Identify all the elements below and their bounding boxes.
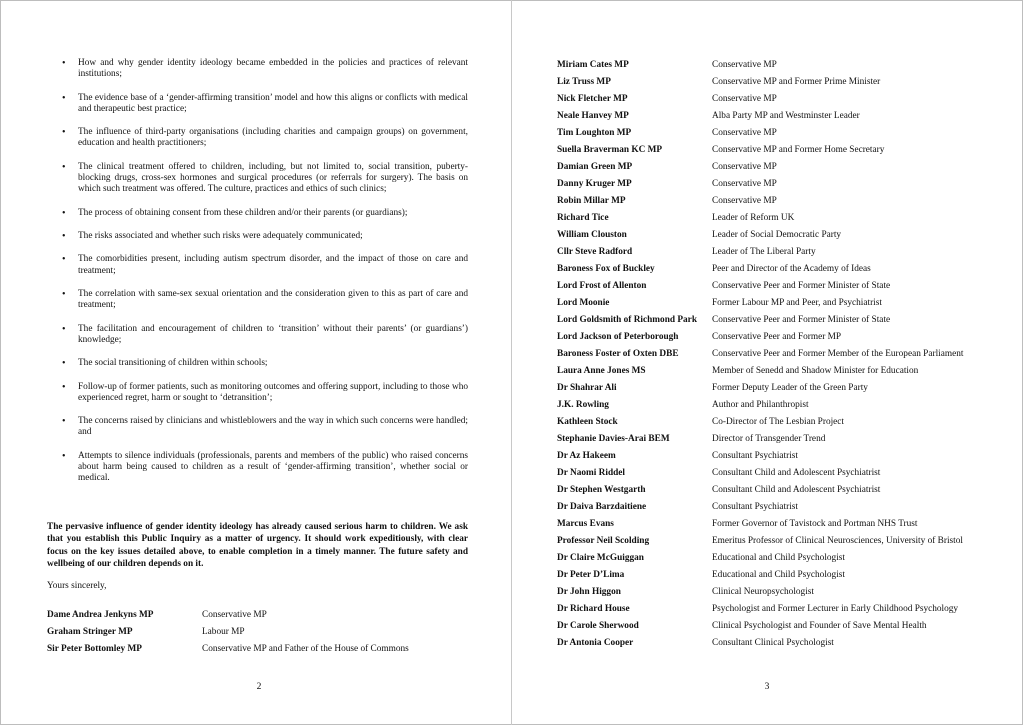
signatory-row (557, 230, 963, 247)
list-item: • The clinical treatment offered to children, including, but not limited to, social transition, puberty-blocking drugs, cross-sex hormones and surgical procedures (or referrals for surgery). The basis on which such treatment was offered. The culture, practices and ethics of such clinics; (60, 162, 468, 196)
signatory-role: Conservative MP (712, 196, 777, 206)
list-item: • The facilitation and encouragement of children to ‘transition’ without their parents’ (or guardians’) knowledge; (60, 324, 468, 346)
signatory-role: Conservative Peer and Former Minister of State (712, 281, 891, 291)
list-item: • The evidence base of a ‘gender-affirming transition’ model and how this aligns or conflicts with medical and therapeutic best practice; (60, 93, 468, 115)
signatory-name: Lord Moonie (557, 298, 610, 308)
signatory-name: Dr Shahrar Ali (557, 383, 617, 393)
signatory-name: Dr Az Hakeem (557, 451, 616, 461)
signatory-row (557, 502, 963, 519)
signatory-row (557, 570, 963, 587)
signatory-row (557, 366, 963, 383)
page-2 (0, 0, 511, 725)
signatory-name: Dr Antonia Cooper (557, 638, 634, 648)
signatory-role: Former Labour MP and Peer, and Psychiatrist (712, 298, 882, 308)
signatory-name: Nick Fletcher MP (557, 94, 628, 104)
signatory-role: Conservative MP (202, 610, 267, 620)
signatory-role: Conservative MP and Father of the House of Commons (202, 644, 409, 654)
signatory-name: Baroness Foster of Oxten DBE (557, 349, 679, 359)
signatories-table-left (47, 610, 409, 661)
signatory-row (557, 468, 963, 485)
list-item: • The concerns raised by clinicians and whistleblowers and the way in which such concerns were handled; and (60, 416, 468, 438)
signatory-name: Dr Daiva Barzdaitiene (557, 502, 647, 512)
signatory-role: Conservative Peer and Former MP (712, 332, 842, 342)
signatory-name: Professor Neil Scolding (557, 536, 650, 546)
closing-paragraph: The pervasive influence of gender identity ideology has already caused serious harm to children. We ask that you establish this Public Inquiry as a matter of urgency. It should work expeditiously, with clear focus on the key issues detailed above, to enable completion in a timely manner. The future safety and wellbeing of our children depends on it. (47, 522, 468, 570)
signatory-row (557, 349, 963, 366)
signatory-role: Director of Transgender Trend (712, 434, 826, 444)
signatory-row (557, 621, 963, 638)
signatory-role: Conservative MP and Former Home Secretary (712, 145, 885, 155)
signatory-name: Damian Green MP (557, 162, 633, 172)
signatory-row (557, 281, 963, 298)
signatory-row (557, 196, 963, 213)
signatory-row (557, 162, 963, 179)
signatory-row (557, 434, 963, 451)
signatory-role: Leader of The Liberal Party (712, 247, 816, 257)
list-item: • How and why gender identity ideology became embedded in the policies and practices of relevant institutions; (60, 58, 468, 80)
signatory-role: Conservative MP (712, 128, 777, 138)
signatory-row (557, 60, 963, 77)
signatory-row (557, 247, 963, 264)
signatory-role: Conservative MP (712, 60, 777, 70)
signatory-row (557, 383, 963, 400)
signatory-role: Consultant Child and Adolescent Psychiatrist (712, 468, 881, 478)
signatory-role: Former Governor of Tavistock and Portman NHS Trust (712, 519, 918, 529)
list-item: • The influence of third-party organisations (including charities and campaign groups) on government, education and health practitioners; (60, 127, 468, 149)
signatory-role: Conservative Peer and Former Minister of State (712, 315, 891, 325)
signoff: Yours sincerely, (47, 581, 107, 591)
signatory-name: Sir Peter Bottomley MP (47, 644, 142, 654)
inquiry-issues-list (60, 58, 468, 497)
signatory-role: Author and Philanthropist (712, 400, 809, 410)
signatory-role: Co-Director of The Lesbian Project (712, 417, 845, 427)
signatory-role: Consultant Child and Adolescent Psychiatrist (712, 485, 881, 495)
list-item: • The risks associated and whether such risks were adequately communicated; (60, 231, 468, 242)
signatory-row (557, 451, 963, 468)
signatory-row (557, 77, 963, 94)
signatory-name: Tim Loughton MP (557, 128, 632, 138)
signatory-name: Miriam Cates MP (557, 60, 629, 70)
signatory-role: Psychologist and Former Lecturer in Early Childhood Psychology (712, 604, 959, 614)
signatory-row (557, 128, 963, 145)
list-item: • The correlation with same-sex sexual orientation and the consideration given to this as part of care and treatment; (60, 289, 468, 311)
signatory-row (557, 604, 963, 621)
signatory-row (557, 145, 963, 162)
signatory-name: Lord Jackson of Peterborough (557, 332, 679, 342)
signatory-row (557, 94, 963, 111)
list-item: • The comorbidities present, including autism spectrum disorder, and the impact of those on care and treatment; (60, 254, 468, 276)
signatory-role: Educational and Child Psychologist (712, 553, 845, 563)
signatory-row (557, 587, 963, 604)
signatory-row (557, 553, 963, 570)
signatory-row (557, 213, 963, 230)
signatory-role: Emeritus Professor of Clinical Neurosciences, University of Bristol (712, 536, 963, 546)
signatory-name: Liz Truss MP (557, 77, 611, 87)
signatory-name: Suella Braverman KC MP (557, 145, 663, 155)
signatory-name: Richard Tice (557, 213, 609, 223)
signatory-name: Dr John Higgon (557, 587, 621, 597)
signatory-row (557, 179, 963, 196)
signatory-row (557, 536, 963, 553)
signatory-name: Lord Goldsmith of Richmond Park (557, 315, 697, 325)
signatory-row (557, 298, 963, 315)
signatory-row (557, 417, 963, 434)
signatory-role: Leader of Reform UK (712, 213, 795, 223)
signatory-role: Educational and Child Psychologist (712, 570, 845, 580)
list-item: • Follow-up of former patients, such as monitoring outcomes and offering support, including to those who experienced regret, harm or sought to ‘detransition’; (60, 382, 468, 404)
signatory-role: Consultant Clinical Psychologist (712, 638, 834, 648)
signatory-name: Danny Kruger MP (557, 179, 632, 189)
signatory-row (557, 638, 963, 655)
signatory-row (557, 315, 963, 332)
signatory-name: Baroness Fox of Buckley (557, 264, 655, 274)
signatory-row (47, 644, 409, 661)
signatory-name: Cllr Steve Radford (557, 247, 633, 257)
signatory-role: Conservative MP (712, 162, 777, 172)
signatory-role: Consultant Psychiatrist (712, 502, 798, 512)
signatory-row (557, 332, 963, 349)
signatory-name: Dr Stephen Westgarth (557, 485, 646, 495)
signatory-name: Dr Naomi Riddel (557, 468, 626, 478)
page-number: 2 (256, 682, 262, 692)
signatory-name: Neale Hanvey MP (557, 111, 629, 121)
signatory-name: Graham Stringer MP (47, 627, 133, 637)
page-number: 3 (764, 682, 770, 692)
signatory-role: Conservative MP (712, 94, 777, 104)
signatory-role: Peer and Director of the Academy of Ideas (712, 264, 871, 274)
signatory-role: Conservative Peer and Former Member of the European Parliament (712, 349, 964, 359)
signatory-row (47, 610, 409, 627)
signatory-role: Leader of Social Democratic Party (712, 230, 842, 240)
page-3 (511, 0, 1023, 725)
signatory-name: Robin Millar MP (557, 196, 626, 206)
signatory-role: Clinical Psychologist and Founder of Save Mental Health (712, 621, 927, 631)
signatory-name: Laura Anne Jones MS (557, 366, 646, 376)
signatory-name: J.K. Rowling (557, 400, 609, 410)
signatory-row (47, 627, 409, 644)
signatory-name: Marcus Evans (557, 519, 614, 529)
signatory-role: Conservative MP and Former Prime Minister (712, 77, 881, 87)
signatory-role: Alba Party MP and Westminster Leader (712, 111, 860, 121)
signatory-role: Member of Senedd and Shadow Minister for Education (712, 366, 919, 376)
list-item: • The social transitioning of children within schools; (60, 358, 468, 369)
signatory-role: Clinical Neuropsychologist (712, 587, 814, 597)
signatory-role: Consultant Psychiatrist (712, 451, 798, 461)
signatory-name: Dr Claire McGuiggan (557, 553, 644, 563)
signatory-row (557, 485, 963, 502)
signatory-role: Labour MP (202, 627, 245, 637)
signatory-name: Dame Andrea Jenkyns MP (47, 610, 154, 620)
signatories-table-right (557, 60, 963, 655)
signatory-row (557, 111, 963, 128)
signatory-name: Dr Richard House (557, 604, 630, 614)
signatory-role: Conservative MP (712, 179, 777, 189)
signatory-name: Dr Peter D’Lima (557, 570, 625, 580)
list-item: • Attempts to silence individuals (professionals, parents and members of the public) who raised concerns about harm being caused to children as a result of ‘gender-affirming transition’, whether social or medical. (60, 451, 468, 485)
signatory-name: Stephanie Davies-Arai BEM (557, 434, 670, 444)
signatory-name: Kathleen Stock (557, 417, 618, 427)
signatory-name: Lord Frost of Allenton (557, 281, 647, 291)
signatory-name: Dr Carole Sherwood (557, 621, 639, 631)
signatory-row (557, 400, 963, 417)
signatory-row (557, 264, 963, 281)
signatory-name: William Clouston (557, 230, 627, 240)
signatory-row (557, 519, 963, 536)
signatory-role: Former Deputy Leader of the Green Party (712, 383, 868, 393)
list-item: • The process of obtaining consent from these children and/or their parents (or guardians); (60, 208, 468, 219)
